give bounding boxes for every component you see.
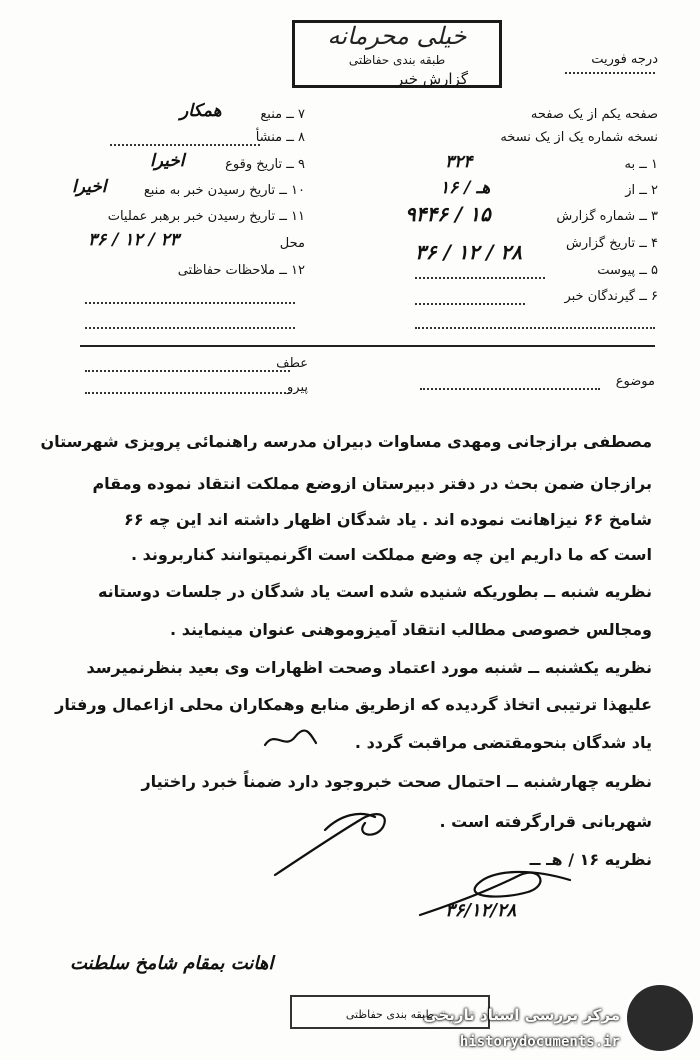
subject-dots — [420, 388, 600, 390]
urgency-label: درجه فوریت — [591, 52, 658, 67]
field-source-value: همکار — [180, 101, 222, 121]
body-line: نظریه شنبه ــ بطوریکه شنیده شده است یاد شدگان در جلسات دوستانه — [97, 582, 652, 601]
body-line: است که ما داریم این چه وضع مملکت است اگرنمیتوانند کناربروند . — [131, 545, 652, 564]
attachment-dots — [415, 277, 545, 279]
footer-classification-label: طبقه بندی حفاظتی — [345, 1008, 435, 1021]
subject-label: موضوع — [615, 374, 655, 389]
copy-info: نسخه شماره یک از یک نسخه — [500, 130, 658, 145]
field-report-date-label: ۴ ــ تاریخ گزارش — [566, 236, 658, 251]
body-line: ومجالس خصوصی مطالب انتقاد آمیزوموهنی عنوان مینمایند . — [170, 620, 652, 639]
recipients-dots-2 — [415, 327, 655, 329]
field-source-receipt-value: اخیرا — [72, 177, 107, 197]
field-from-label: ۲ ــ از — [625, 183, 658, 198]
body-line: شهربانی قرارگرفته است . — [439, 812, 652, 831]
body-line: نظریه یکشنبه ــ شنبه مورد اعتماد وصحت اظهارات وی بعید بنظرنمیرسد — [86, 658, 652, 677]
field-source-label: ۷ ــ منبع — [260, 107, 305, 122]
notes-dots-2 — [85, 327, 295, 329]
field-security-notes-label: ۱۲ ــ ملاحظات حفاظتی — [177, 263, 305, 278]
field-recipients-label: ۶ ــ گیرندگان خبر — [564, 289, 658, 304]
page-info: صفحه یکم از یک صفحه — [530, 107, 658, 122]
archive-logo-icon — [624, 982, 696, 1054]
field-attachment-label: ۵ ــ پیوست — [597, 263, 658, 278]
field-occurrence-date-label: ۹ ــ تاریخ وقوع — [225, 157, 305, 172]
handwritten-note: اهانت بمقام شامخ سلطنت — [70, 953, 274, 974]
field-location-date-value: ۳۶ / ۱۲ / ۲۳ — [88, 230, 179, 250]
reference-dots — [85, 370, 290, 372]
field-origin-label: ۸ ــ منشأ — [255, 130, 305, 145]
notes-dots-1 — [85, 302, 295, 304]
field-report-date-value: ۳۶ / ۱۲ / ۲۸ — [415, 240, 522, 264]
body-line: مصطفی برازجانی ومهدی مساوات دبیران مدرسه راهنمائی پرویزی شهرستان — [40, 432, 652, 451]
field-report-number-label: ۳ ــ شماره گزارش — [556, 209, 658, 224]
recipients-dots-1 — [415, 303, 525, 305]
field-to-value: ۳۲۴ — [445, 152, 473, 172]
officer-signature — [265, 795, 405, 885]
field-occurrence-date-value: اخیرا — [150, 151, 185, 171]
field-location-label: محل — [279, 236, 305, 251]
watermark-url: historydocuments.ir — [459, 1034, 620, 1050]
body-line: علیهذا ترتیبی اتخاذ گردیده که ازطریق منابع وهمکاران محلی ازاعمال ورفتار — [55, 695, 652, 714]
field-source-receipt-label: ۱۰ ــ تاریخ رسیدن خبر به منبع — [143, 183, 305, 198]
urgency-dots — [565, 72, 655, 74]
body-line: یاد شدگان بنحومقتضی مراقبت گردد . — [354, 733, 652, 752]
initials-signature — [260, 725, 320, 755]
body-line: نظریه چهارشنبه ــ احتمال صحت خبروجود دارد ضمناً خبرد راختیار — [141, 772, 652, 791]
origin-dots — [110, 144, 260, 146]
report-title: گزارش خبر — [396, 70, 468, 88]
signature-date: ۳۶/۱۲/۲۸ — [445, 900, 517, 921]
header-separator — [80, 345, 655, 347]
body-line: برازجان ضمن بحث در دفتر دبیرستان ازوضع مملکت انتقاد نموده ومقام — [92, 474, 652, 493]
reference-label: عطف — [276, 356, 308, 371]
classification-stamp-script: خیلی محرمانه — [327, 22, 467, 50]
field-ops-receipt-label: ۱۱ ــ تاریخ رسیدن خبر برهبر عملیات — [107, 209, 305, 224]
field-report-number-value: ۹۴۴۶ / ۱۵ — [405, 202, 491, 226]
watermark-title: مرکز بررسی اسناد تاریخی — [423, 1006, 620, 1024]
body-line: نظریه ۱۶ / هـ ــ — [529, 850, 652, 869]
followup-dots — [85, 392, 290, 394]
body-line: شامخ ۶۶ نیزاهانت نموده اند . یاد شدگان اظهار داشته اند این چه ۶۶ — [124, 510, 652, 529]
classification-label: طبقه بندی حفاظتی — [348, 53, 446, 67]
followup-label: پیرو — [287, 380, 308, 395]
field-to-label: ۱ ــ به — [624, 157, 658, 172]
field-from-value: ۱۶ / هـ — [440, 178, 491, 198]
